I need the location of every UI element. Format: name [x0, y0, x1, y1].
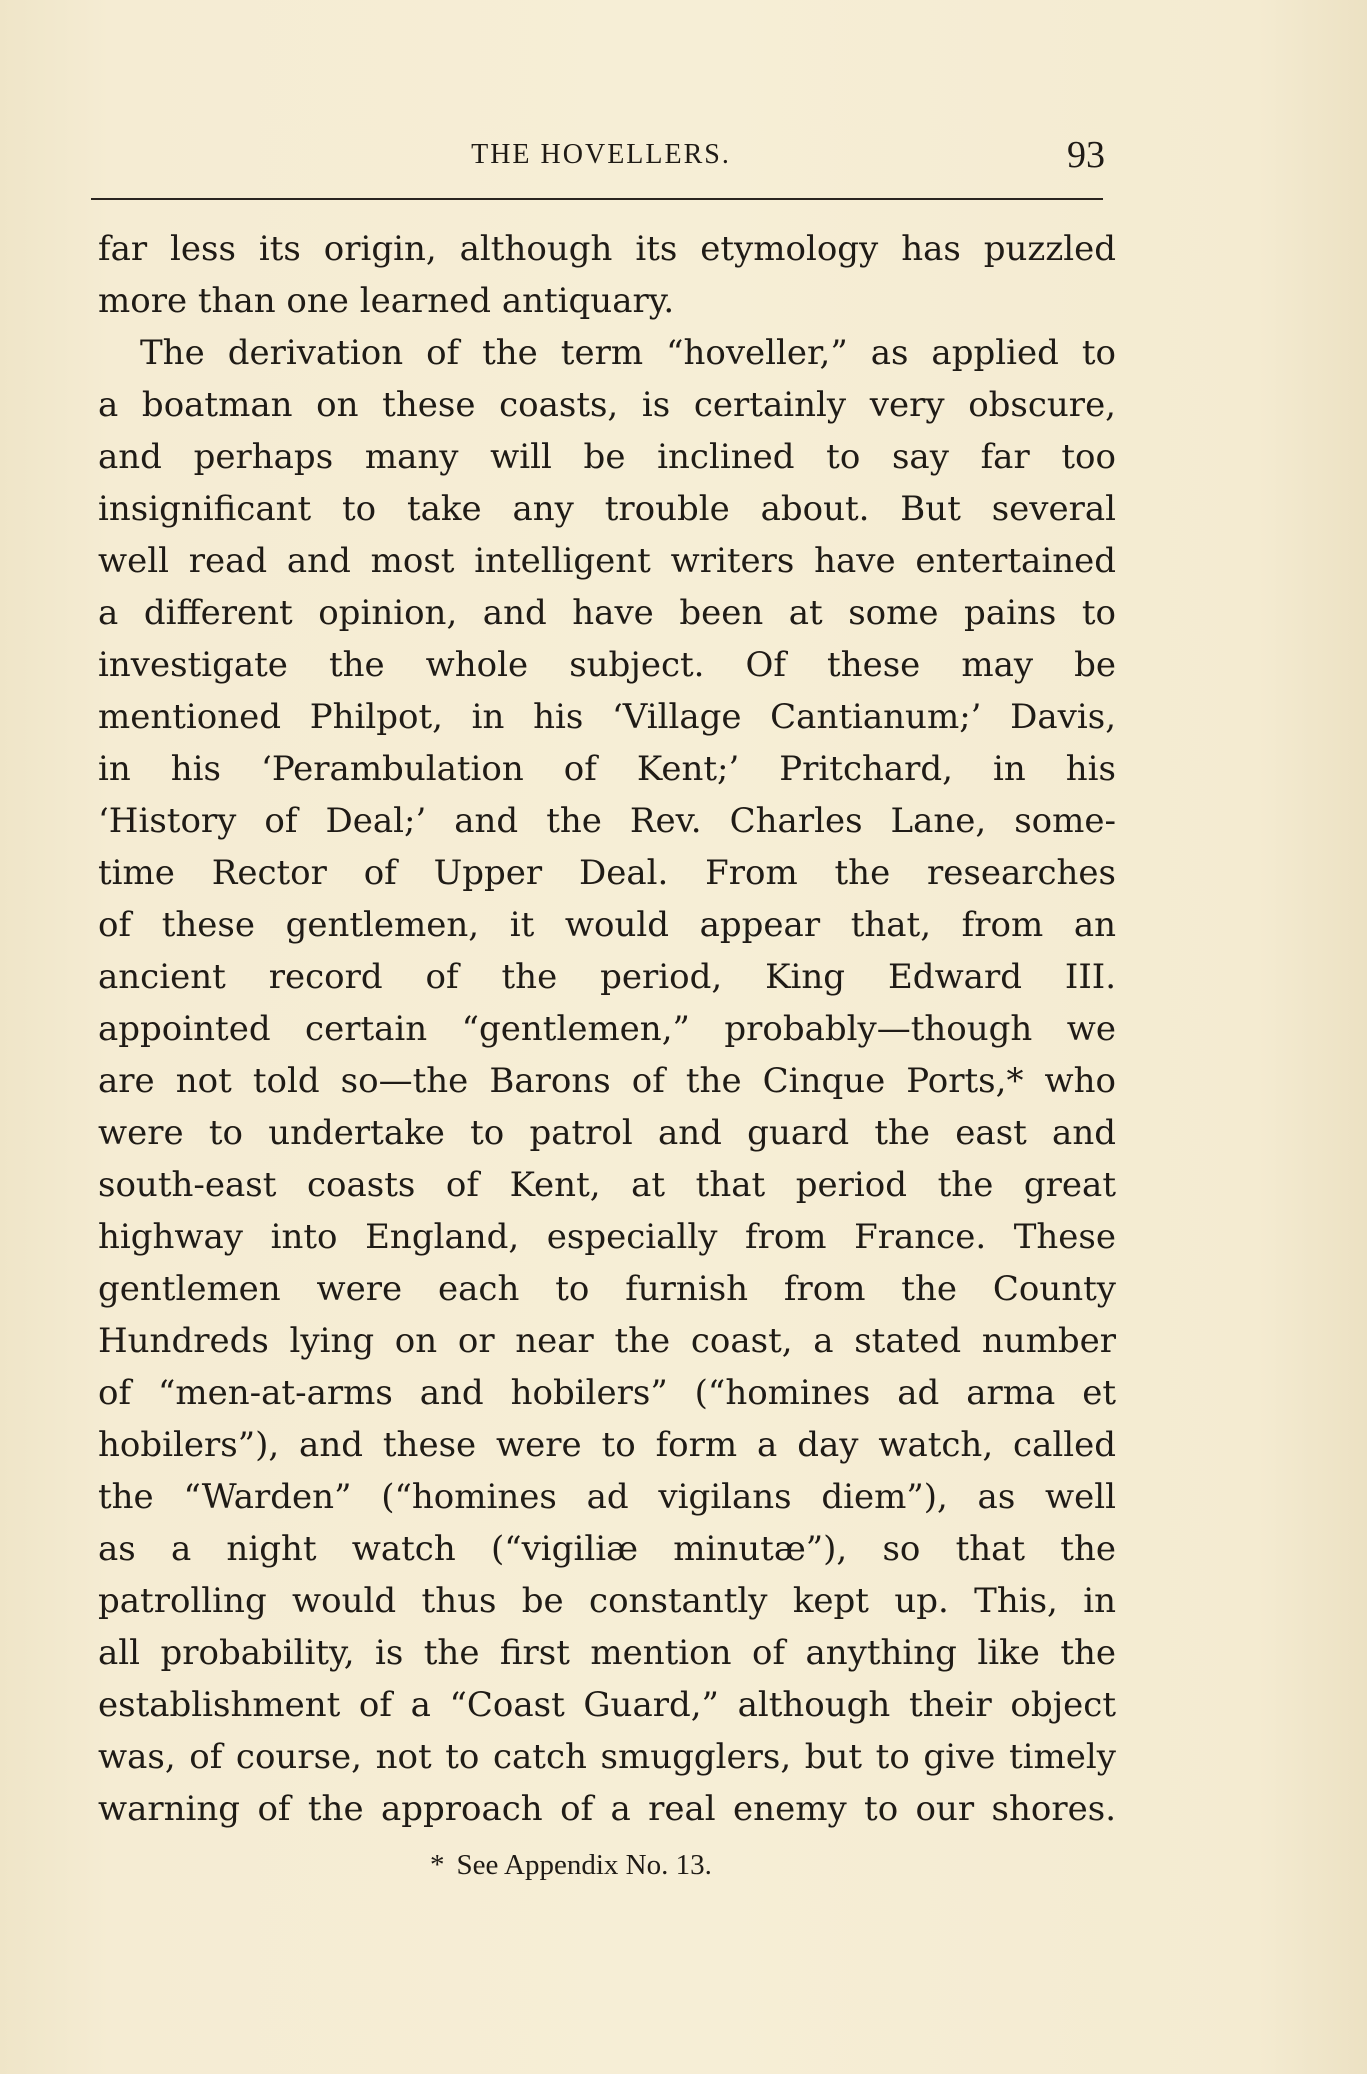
- text-line: patrolling would thus be constantly kept up. This, in: [98, 1581, 1116, 1621]
- text-line: south-east coasts of Kent, at that period the great: [98, 1165, 1116, 1205]
- text-line: Hundreds lying on or near the coast, a stated number: [98, 1321, 1116, 1361]
- text-line: were to undertake to patrol and guard the east and: [98, 1113, 1116, 1153]
- header-rule: [91, 198, 1103, 200]
- text-line: a boatman on these coasts, is certainly very obscure,: [98, 385, 1116, 425]
- text-line: was, of course, not to catch smugglers, but to give timely: [98, 1737, 1116, 1777]
- text-line: of these gentlemen, it would appear that, from an: [98, 905, 1116, 945]
- text-line: in his ‘Perambulation of Kent;’ Pritchard, in his: [98, 749, 1116, 789]
- text-line: The derivation of the term “hoveller,” as applied to: [140, 333, 1116, 373]
- text-line: as a night watch (“vigiliæ minutæ”), so that the: [98, 1529, 1116, 1569]
- text-line: warning of the approach of a real enemy to our shores.: [98, 1789, 1116, 1829]
- text-line: the “Warden” (“homines ad vigilans diem”), as well: [98, 1477, 1116, 1517]
- text-line: highway into England, especially from France. These: [98, 1217, 1116, 1257]
- text-line: gentlemen were each to furnish from the County: [98, 1269, 1116, 1309]
- text-line: hobilers”), and these were to form a day watch, called: [98, 1425, 1116, 1465]
- footnote: [430, 1849, 712, 1882]
- footnote-marker: *: [430, 1849, 445, 1881]
- text-line: far less its origin, although its etymology has puzzled: [98, 229, 1116, 269]
- footnote-text: See Appendix No. 13.: [456, 1849, 712, 1881]
- body-text: [98, 223, 1116, 1835]
- text-line: ‘History of Deal;’ and the Rev. Charles Lane, some-: [98, 801, 1116, 841]
- text-line: are not told so—the Barons of the Cinque Ports,* who: [98, 1061, 1116, 1101]
- text-line: establishment of a “Coast Guard,” although their object: [98, 1685, 1116, 1725]
- running-title: THE HOVELLERS.: [471, 139, 731, 170]
- text-line: well read and most intelligent writers have entertained: [98, 541, 1116, 581]
- text-line: and perhaps many will be inclined to say far too: [98, 437, 1116, 477]
- text-line: insignificant to take any trouble about. But several: [98, 489, 1116, 529]
- text-line: all probability, is the first mention of anything like the: [98, 1633, 1116, 1673]
- text-line: time Rector of Upper Deal. From the researches: [98, 853, 1116, 893]
- text-line: investigate the whole subject. Of these may be: [98, 645, 1116, 685]
- text-line: ancient record of the period, King Edward III.: [98, 957, 1116, 997]
- text-line: appointed certain “gentlemen,” probably—though we: [98, 1009, 1116, 1049]
- page-number: 93: [1067, 134, 1105, 176]
- text-line: more than one learned antiquary.: [98, 281, 675, 321]
- text-line: a different opinion, and have been at some pains to: [98, 593, 1116, 633]
- text-line: mentioned Philpot, in his ‘Village Cantianum;’ Davis,: [98, 697, 1116, 737]
- text-line: of “men-at-arms and hobilers” (“homines ad arma et: [98, 1373, 1116, 1413]
- page-header: [97, 133, 1105, 181]
